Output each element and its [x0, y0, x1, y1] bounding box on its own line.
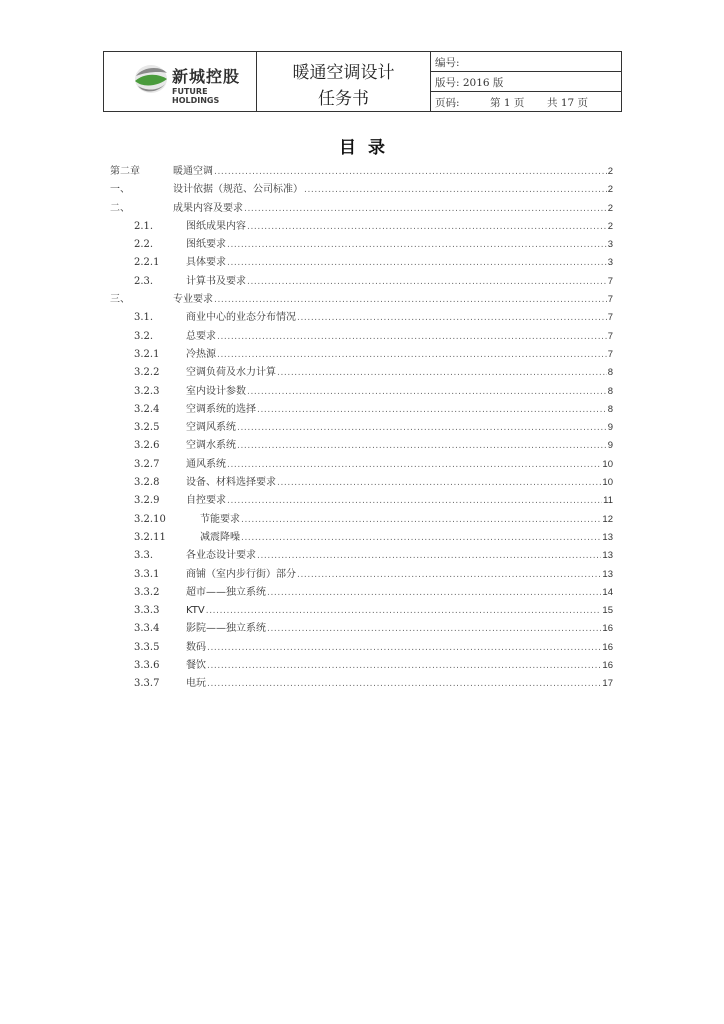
toc-entry-leader [237, 419, 607, 437]
toc-entry-leader [206, 602, 602, 620]
toc-entry[interactable] [110, 273, 613, 291]
toc-entry-leader [304, 181, 607, 199]
toc-entry[interactable] [110, 218, 613, 236]
toc-entry[interactable] [110, 328, 613, 346]
toc-entry-title: 数码 [186, 641, 206, 653]
toc-entry-number: 3.3.3 [134, 605, 160, 617]
toc-entry-number: 3.2.8 [134, 477, 160, 489]
company-logo [134, 59, 254, 105]
toc-entry-page: 2 [607, 184, 613, 196]
toc-entry[interactable] [110, 364, 613, 382]
company-name-en: FUTURE [172, 87, 208, 96]
toc-entry[interactable] [110, 401, 613, 419]
toc-entry-title: 成果内容及要求 [173, 202, 243, 214]
logo-mark-icon [134, 59, 168, 99]
toc-entry[interactable] [110, 437, 613, 455]
toc-entry-page: 11 [603, 495, 613, 507]
toc-entry-page: 16 [602, 641, 613, 653]
toc-entry-leader [241, 529, 601, 547]
toc-entry[interactable] [110, 474, 613, 492]
toc-entry-page: 13 [602, 568, 613, 580]
toc-entry-page: 8 [607, 403, 613, 415]
toc-entry-number: 2.1. [134, 220, 154, 232]
toc-entry-leader [257, 547, 601, 565]
toc-entry[interactable] [110, 657, 613, 675]
document-subtitle: 任务书 [318, 89, 369, 109]
toc-entry-leader [297, 566, 601, 584]
toc-entry-leader [214, 163, 607, 181]
toc-entry[interactable] [110, 419, 613, 437]
toc-entry[interactable] [110, 181, 613, 199]
toc-entry-leader [217, 328, 607, 346]
toc-entry-number: 3.2.10 [134, 513, 166, 525]
page-info [435, 95, 589, 110]
toc-entry-leader [227, 254, 607, 272]
toc-entry-number: 3.2.3 [134, 385, 160, 397]
company-name-en: HOLDINGS [172, 96, 220, 105]
toc-entry-title: 室内设计参数 [186, 385, 246, 397]
toc-entry-title: 节能要求 [200, 513, 240, 525]
toc-entry-number: 2.3. [134, 275, 154, 287]
toc-entry-page: 13 [602, 550, 613, 562]
toc-entry-leader [227, 236, 607, 254]
toc-entry-title: 设计依据（规范、公司标准） [173, 184, 303, 196]
toc-entry-leader [244, 200, 607, 218]
toc-entry[interactable] [110, 511, 613, 529]
toc-entry-leader [237, 437, 607, 455]
toc-entry-page: 14 [602, 586, 613, 598]
toc-entry-page: 12 [602, 513, 613, 525]
toc-entry[interactable] [110, 529, 613, 547]
toc-entry-page: 7 [607, 294, 613, 306]
toc-entry[interactable] [110, 291, 613, 309]
toc-entry-leader [247, 273, 607, 291]
toc-entry-title: 空调负荷及水力计算 [186, 367, 276, 379]
toc-entry-number: 3.2.7 [134, 458, 160, 470]
toc-entry[interactable] [110, 566, 613, 584]
toc-entry-leader [227, 456, 601, 474]
toc-entry-title: 图纸要求 [186, 239, 226, 251]
toc-entry-number: 3.3.6 [134, 660, 160, 672]
toc-entry[interactable] [110, 620, 613, 638]
toc-entry-leader [267, 620, 601, 638]
toc-entry-title: 暖通空调 [173, 166, 213, 177]
toc-entry-number: 3.1. [134, 312, 154, 324]
toc-entry-title: 影院——独立系统 [186, 623, 266, 635]
toc-entry-number: 3.3. [134, 550, 154, 562]
toc-entry-title: 各业态设计要求 [186, 550, 256, 562]
toc-entry-page: 15 [602, 605, 613, 617]
toc-entry[interactable] [110, 200, 613, 218]
document-header-table [103, 51, 622, 112]
toc-entry-number: 3.2.5 [134, 422, 160, 434]
toc-entry-page: 8 [607, 367, 613, 379]
toc-entry-page: 17 [602, 678, 613, 690]
toc-entry-page: 9 [607, 422, 613, 434]
toc-entry-page: 7 [607, 275, 613, 287]
toc-entry-page: 7 [607, 330, 613, 342]
toc-entry-leader [257, 401, 607, 419]
toc-entry-page: 10 [602, 477, 613, 489]
toc-entry[interactable] [110, 309, 613, 327]
toc-entry-title: 具体要求 [186, 257, 226, 269]
toc-entry[interactable] [110, 163, 613, 181]
toc-entry-number: 3.3.2 [134, 586, 160, 598]
page-total: 共 17 页 [547, 97, 589, 109]
header-row-divider [430, 91, 621, 92]
toc-entry-leader [241, 511, 601, 529]
toc-entry-page: 2 [607, 166, 613, 177]
version-label: 版号: 2016 版 [435, 77, 504, 89]
company-name-cn: 新城控股 [172, 67, 241, 86]
toc-entry-title: 减震降噪 [200, 531, 240, 543]
toc-entry-page: 13 [602, 531, 613, 543]
toc-entry-title: 自控要求 [186, 495, 226, 507]
toc-entry-page: 16 [602, 660, 613, 672]
toc-entry-page: 3 [607, 257, 613, 269]
toc-entry-page: 10 [602, 458, 613, 470]
toc-entry-leader [247, 218, 607, 236]
toc-entry-leader [217, 346, 607, 364]
toc-entry-number: 3.2.6 [134, 440, 160, 452]
toc-entry-number: 3.3.5 [134, 641, 160, 653]
toc-entry-number: 3.2.9 [134, 495, 160, 507]
toc-entry-leader [277, 474, 601, 492]
toc-entry-number: 一、 [110, 184, 130, 196]
toc-entry-number: 3.2.11 [134, 531, 166, 543]
toc-entry-number: 3.2.2 [134, 367, 160, 379]
code-label: 编号: [435, 57, 460, 69]
toc-entry-page: 7 [607, 312, 613, 324]
toc-entry-number: 3.2.1 [134, 348, 160, 360]
page-current: 第 1 页 [490, 97, 525, 109]
toc-entry[interactable] [110, 547, 613, 565]
toc-entry-number: 3.3.4 [134, 623, 160, 635]
toc-entry-leader [207, 675, 601, 693]
toc-entry-page: 2 [607, 202, 613, 214]
toc-entry-title: 计算书及要求 [186, 275, 246, 287]
toc-entry-number: 三、 [110, 294, 130, 306]
toc-entry-number: 3.2.4 [134, 403, 160, 415]
toc-entry-leader [277, 364, 607, 382]
header-row-divider [430, 71, 621, 72]
toc-entry-title: 专业要求 [173, 294, 213, 306]
toc-entry-leader [207, 639, 601, 657]
toc-entry-number: 第二章 [110, 166, 140, 177]
toc-entry-number: 3.2. [134, 330, 154, 342]
toc-entry-title: 总要求 [186, 330, 216, 342]
toc-entry[interactable] [110, 602, 613, 620]
toc-entry-title: 图纸成果内容 [186, 220, 246, 232]
toc-entry-title: 超市——独立系统 [186, 586, 266, 598]
toc-entry-number: 二、 [110, 202, 130, 214]
toc-entry-title: 电玩 [186, 678, 206, 690]
toc-entry[interactable] [110, 456, 613, 474]
toc-entry-title: 设备、材料选择要求 [186, 477, 276, 489]
toc-entry-title: 通风系统 [186, 458, 226, 470]
toc-entry-page: 2 [607, 220, 613, 232]
toc-entry-number: 3.3.1 [134, 568, 160, 580]
toc-title: 目录 [339, 138, 397, 158]
toc-entry-page: 16 [602, 623, 613, 635]
toc-entry-number: 2.2. [134, 239, 154, 251]
toc-entry-title: KTV [186, 605, 205, 617]
toc-entry-page: 8 [607, 385, 613, 397]
toc-entry[interactable] [110, 254, 613, 272]
toc-entry[interactable] [110, 236, 613, 254]
toc-entry-title: 商铺（室内步行街）部分 [186, 568, 296, 580]
toc-entry-number: 2.2.1 [134, 257, 160, 269]
toc-entry-page: 3 [607, 239, 613, 251]
toc-entry[interactable] [110, 639, 613, 657]
toc-entry-title: 商业中心的业态分布情况 [186, 312, 296, 324]
toc-entry-leader [227, 492, 602, 510]
toc-entry-page: 7 [607, 348, 613, 360]
toc-entry[interactable] [110, 584, 613, 602]
toc-entry-title: 空调系统的选择 [186, 403, 256, 415]
toc-entry[interactable] [110, 492, 613, 510]
toc-entry[interactable] [110, 346, 613, 364]
toc-entry-leader [297, 309, 607, 327]
toc-entry-leader [267, 584, 601, 602]
toc-entry[interactable] [110, 383, 613, 401]
toc-entry-title: 冷热源 [186, 348, 216, 360]
toc-entry[interactable] [110, 675, 613, 693]
toc-entry-leader [207, 657, 601, 675]
toc-entry-leader [247, 383, 607, 401]
toc-entry-leader [214, 291, 607, 309]
page-label: 页码: [435, 97, 460, 109]
toc-entry-title: 餐饮 [186, 660, 206, 672]
toc-entry-page: 9 [607, 440, 613, 452]
table-of-contents [110, 163, 613, 694]
toc-entry-number: 3.3.7 [134, 678, 160, 690]
toc-entry-title: 空调风系统 [186, 422, 236, 434]
toc-entry-title: 空调水系统 [186, 440, 236, 452]
document-title: 暖通空调设计 [292, 63, 395, 83]
